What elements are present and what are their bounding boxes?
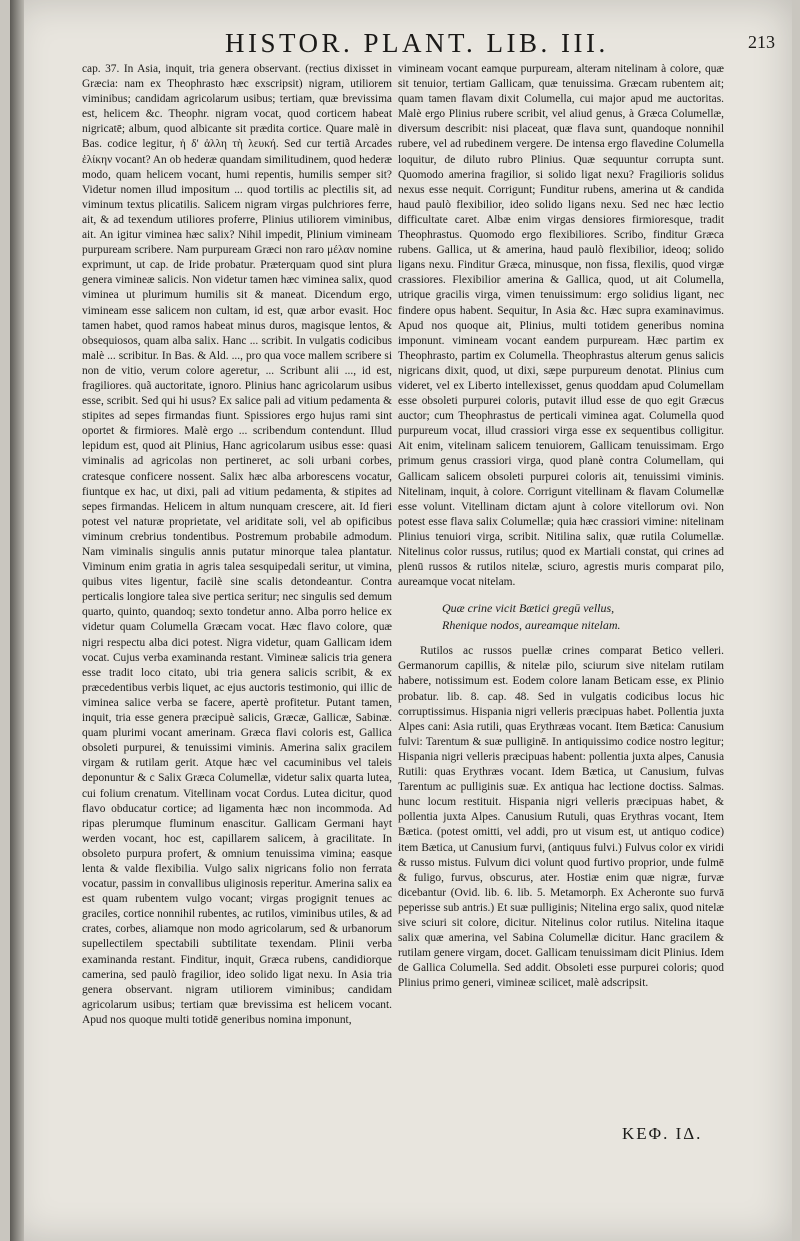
verse-line-1: Quæ crine vicit Bætici gregū vellus, <box>442 601 615 616</box>
verse-line-2: Rhenique nodos, aureamque nitelam. <box>442 618 621 633</box>
left-text-column <box>82 62 392 1107</box>
right-column-paragraph: vimineam vocant eamque purpuream, alteram nitelinam à colore, quæ sit tenuior, tertiam Gallicam, quæ tenuissima. Græcam rubentem ait; quam tamen flavam dixit Columella, cui major apud me auctoritas. Malè ergo Plinius rubere scribit, vel aliud genus, à Græca Columellæ, diversum describit: nisi placeat, quæ flava sunt, quandoque nonnihil rubere, vel ad rubedinem vergere. De intensa ergo flavedine Columella loquitur, de diluto rubro Plinius. Quæ sequuntur corrupta sunt. Quomodo amerina fragilior, si solido ligat nexu? Fragilioris solidus nexus esse nequit. Corrigunt; Funditur rubens, amerina ut & candida haud paulò flexibilior, ideo solido ligans nexu. Sed nec hæc lectio difficultate caret. Albæ enim virgas densiores firmioresque, tradit Theophrastus. Quomodo ergo flexibiliores. Scribo, finditur Græca rubens. Gallica, ut & amerina, haud paulò flexibilior, ideoq; solido ligans nexu. Finditur Græca, minusque, non fissa, flexilis, quod virgæ crassiores. Flexibilior amerina & Gallica, quod, ut ait Columella, utrique gracilis virga, vimen tenuissimum: ergo solidius ligant, nec findere opus habent. Sequitur, In Asia &c. Hæc supra examinavimus. Apud nos quoque ait, Plinius, multi totidem generibus nomina imponunt. vimineam vocant eandem purpuream. Hæc partim ex Theophrasto, partim ex Columella. Theophrastus alterum genus salicis nigricans dixit, quod, ut dixi, sæpe purpureum denotat. Plinius cum videret, vel ex Liberto intellexisset, genus quoddam apud Columellam esse obsoleti purpurei coloris, putavit illud esse de quo egit Græcus auctor; cum Theophrastus de perticali viminea agat. Columella quod purpureum vocat, illud crassiori virga esse ex sequentibus colligitur. Ait enim, vitelinam salicem tenuiorem, Gallicam tenuissimam. Ergo primum genus crassiori virga, quod planè contra Columellam, qui Gallicam salicem obsoleti purpurei coloris ait, tenuissimi viminis. Nitelinam, inquit, à colore. Corrigunt vitellinam & flavam Columellæ esse volunt. Vitellinam dictam ajunt à colore vitellorum ovi. Non potest esse flava salix Columellæ; quia hæc crassiori vimine: nitelinam Plinius tenuiori virga, scribit. Nitilina salix, quæ rutila Columellæ. Nitelinus color russus, rutilus; quod ex Martiali constat, qui crines ad plenū russos & rutilos nitelæ, sciuro, agrestis muris comparat pilo, aureamque vocat nitelam. <box>398 63 724 589</box>
right-text-column <box>398 62 724 1112</box>
page-number: 213 <box>748 32 775 52</box>
right-column-paragraph-after-verse: Rutilos ac russos puellæ crines comparat Betico velleri. Germanorum capillis, & nitelæ pilo, sciurum sive nitelam rutilam habere, notissimum est. Eodem colore lanam Beticam esse, ex Plinio probatur. lib. 8. cap. 48. Sed in vulgatis codicibus locus hic corruptissimus. Hispania nigri velleris præcipuas habet. Pollentia juxta Alpes cani: Asia rutili, quas Erythræas vocant. Item Bætica: Canusium fulvi: Tarentum & suæ pulliginē. In antiquissimo codice nostro legitur; Hispania nigri velleris præcipuas habent: pollentia juxta alpes, Canusia Rutili: quas Erythræs vocant. Idem Bætica, ut Canusium, fulvas Tarentum ac pulliginis suæ. Ex antiqua hac lectione doctiss. Salmas. hunc locum restituit. Hispania nigri velleris præcipuas habet, & pollentia juxta Alpes. Canusium Rutuli, quas Erythras vocant, Item Bætica. (potest omitti, vel addi, pro ut visum est, ut antiquo codice) item Bætica, ut Canusium furvi, (antiquus fulvi.) Fulvus color ex viridi & russo mistus. Fulvum dici volunt quod furtivo proprior, unde fulmē & fuligo, furvus, obscurus, ater. Hostiæ enim quæ nigræ, furvæ dicebantur (Ovid. lib. 6. lib. 5. Metamorph. Ex Acheronte suo furvā peperisse sub antris.) Et suæ pulliginis; Nitelina ergo salix, quod nitelæ sive sciuri sit colore, dicitur. Nitelinus color rutilus. Nitelina itaque salix quæ amerina, vel Sabina Columellæ dicitur. Hanc gracilem & rutilam genere virgam, docet. Gallicam tenuissimam dicit Plinius. Idem de Gallica Columella. Sed addit. Obsoleti esse purpurei coloris; quod Plinius primo generi, vimineæ scilicet, malè adscripsit. <box>398 645 724 990</box>
catchword: ΚΕΦ. ΙΔ. <box>622 1124 703 1143</box>
running-title: HISTOR. PLANT. LIB. III. <box>225 28 609 58</box>
page-header <box>225 24 785 64</box>
left-column-paragraph: cap. 37. In Asia, inquit, tria genera observant. (rectius dixisset in Græcia: nam ex Theophrasto hæc exscripsit) nigram, utiliorem viminibus; candidam agricolarum usibus; tertiam, quæ brevissima est, helicem &c. Theophr. nigram vocat, quod corticem habeat nigricatē; album, quod albicante sit prædita cortice. Quare malè in Bas. codice legitur, ἡ δ' ἀλλη τὴ λευκή. Sed cur tertiã Arcades ἑλίκην vocant? An ob hederæ quandam similitudinem, quod hederæ modo, quam helicem vocant, humi repentis, humilis semper sit? Videtur nomen illud impositum ... quod tortilis ac plectilis sit, ad viminum textus plicatilis. Salicem nigram virgas pulchriores ferre, ait, & ad texendum utiliores proferre, Plinius utiliorem viminibus, ait. An igitur viminea hæc salix? Nihil impedit, Plinium vimineam purpuream scribere. Nam purpuream Græci non raro μέλαν nomine exprimunt, ut cap. de Iride probatur. Præterquam quod sint plura genera vimineæ salicis. Non videtur tamen hæc viminea salix, quod viminea ut plurimum humilis sit & maneat. Dicendum ergo, vimineam esse salicem non cultam, id est, quæ arbor evasit. Hoc tamen habet, quod ramos habeat minus duros, magisque lentos, & obsequiosos, quam alba salix. Hanc ... scribit. In vulgatis codicibus malè ... scribitur. In Bas. & Ald. ..., pro qua voce mallem scribere si non de vitio, verum colore ageretur, ... Scribunt alii ..., id est, fragiliores. quã auctoritate, ignoro. Plinius hanc agricolarum usibus esse, scribit. Sed qui hi usus? Ex salice pali ad vitium pedamenta & stipites ad sepes firmandas fiunt. Spissiores ergo hujus rami sint oportet & firmiores. Malè ergo ... scribendum contendunt. Illud lepidum est, quod ait Plinius, Hanc agricolarum usibus esse: quasi viminalis ad agricolas non pertineret, ac soli urbani corbes, cratesque conficere nossent. Salix hæc alba arborescens vocatur, fiuntque ex hac, ut dixi, pali ad vitium pedamenta, & stipites ad sepes firmandas. Helicem in altum nunquam crescere, ait. Id fieri potest vel naturæ proprietate, vel ariditate soli, vel ab opificibus viminum crebrius tondentibus. Postremum probabile admodum. Nam viminalis singulis annis putatur minorque talea plantatur. Viminum enim gratia in agris talea sesquipedali seritur, ut vimina, quibus vites ligentur, facilè sine scalis detondeantur. Contra perticalis longiore talea sive pertica seritur; nec singulis sed demum quarto, quinto, quandoq; sexto tondetur anno. Alba porro helice ex videtur quam Columella Græcam vocat. Hæc flavo colore, quæ nigri respectu alba dici potest. Nigra videtur, quam Gallicam idem vocat. Cujus verba examinanda restant. Vimineæ salicis tria genera esse tradit loco citato, ubi tria genera salicis scribit, & ex præcedentibus verbis liquet, ac ejus auctoris testimonio, qui illic de viminea salice verba se facere, apertè profitetur. Putant tamen, inquit, tria esse genera præcipuè salicis, Græcæ, Gallicæ, Sabinæ. quam plurimi vocant amerinam. Græca flavi coloris est, Gallica obsoleti purpurei, & tenuissimi viminis. Amerina salix gracilem virgam & rutilam gerit. Atque hæc vel cacuminibus vel taleis deponuntur & c Salix Græca Columellæ, videtur salix quarta lutea, cui folium crenatum. Vitellinam vocat Cordus. Lutea dicitur, quod flavo obducatur cortice; ad ligamenta hæc non incommoda. Ad ripas plerumque fluminum enascitur. Gallicam Germani hayt werden vocant, hoc est, capillarem salicem, à gracilitate. In obsoleto purpura profert, & omnium tenuissima vimina; easque lenta & valde flexibilia. Vulgo salix nigricans folio non ferrata vocatur, passim in convallibus uliginosis reperitur. Amerina salix ea est quam rubentem vulgo vocant; virgas progignit tenues ac graciles, cortice nonnihil rubentes, ac rutilos, viminibus utiles, & ad crates, corbes, aliamque non modo agricolarum, sed & urbanorum supellectilem spectabili subtilitate texendam. Plinii verba examinanda restant. Finditur, inquit, Græca rubens, candidiorque camerina, sed paulò fragilior, ideo solido ligat nexu. In Asia tria genera observant. nigram utiliorem viminibus; candidam agricolarum usibus; tertiam quæ brevissima est helicem vocant. Apud nos quoque multi totidē generibus nomina imponunt, <box>82 63 392 1026</box>
binding-gutter-shadow <box>10 0 24 1241</box>
verse-quotation <box>442 600 724 634</box>
book-page <box>10 0 792 1241</box>
